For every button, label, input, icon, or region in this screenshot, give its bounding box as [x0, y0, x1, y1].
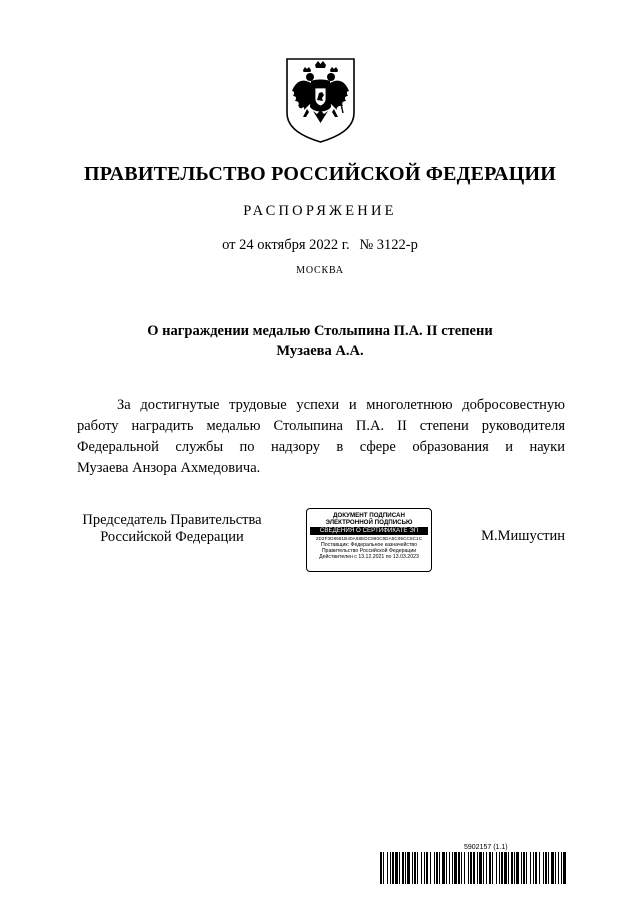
doc-number: № 3122-р — [359, 237, 418, 253]
stamp-serial: 2D2F3D8681B40A68EDC990C9DA5C95CC5C1C — [315, 536, 423, 541]
signatory-position-line-2: Российской Федерации — [100, 529, 244, 545]
body-line-3: Федеральной службы по надзору в сфере образования и науки — [77, 439, 565, 455]
stamp-title-line-2: ЭЛЕКТРОННОЙ ПОДПИСЬЮ — [325, 519, 413, 526]
barcode-icon — [380, 852, 566, 884]
stamp-title-line-1: ДОКУМЕНТ ПОДПИСАН — [333, 512, 405, 519]
barcode-number: 5902157 (1.1) — [464, 844, 508, 851]
subject-line-2: Музаева А.А. — [276, 343, 364, 359]
city: МОСКВА — [296, 265, 344, 276]
doc-type: РАСПОРЯЖЕНИЕ — [243, 203, 397, 219]
electronic-signature-stamp — [306, 508, 432, 572]
body-paragraph — [77, 395, 565, 479]
russian-coat-of-arms-icon — [285, 57, 356, 144]
body-line-4: Музаева Анзора Ахмедовича. — [77, 460, 261, 476]
body-line-2: работу наградить медалью Столыпина П.А. II степени руководителя — [77, 418, 565, 434]
org-title: ПРАВИТЕЛЬСТВО РОССИЙСКОЙ ФЕДЕРАЦИИ — [84, 163, 556, 185]
subject-line-1: О награждении медалью Столыпина П.А. II степени — [147, 323, 493, 339]
stamp-certificate-bar: СВЕДЕНИЯ О СЕРТИФИКАТЕ ЭП — [310, 527, 428, 535]
signatory-position — [77, 512, 267, 546]
signatory-name: М.Мишустин — [481, 528, 565, 544]
body-line-1: За достигнутые трудовые успехи и многолетнюю добросовестную — [117, 397, 565, 413]
stamp-validity: Действителен с 13.12.2021 по 13.03.2023 — [319, 554, 419, 560]
stamp-issuer-line-1: Поставщик: Федеральное казначейство — [321, 542, 417, 548]
subject-heading — [60, 321, 580, 361]
signatory-position-line-1: Председатель Правительства — [82, 512, 262, 528]
stamp-issuer-line-2: Правительство Российской Федерации — [321, 548, 417, 554]
date-and-number — [0, 237, 640, 254]
doc-date: от 24 октября 2022 г. — [222, 237, 350, 253]
